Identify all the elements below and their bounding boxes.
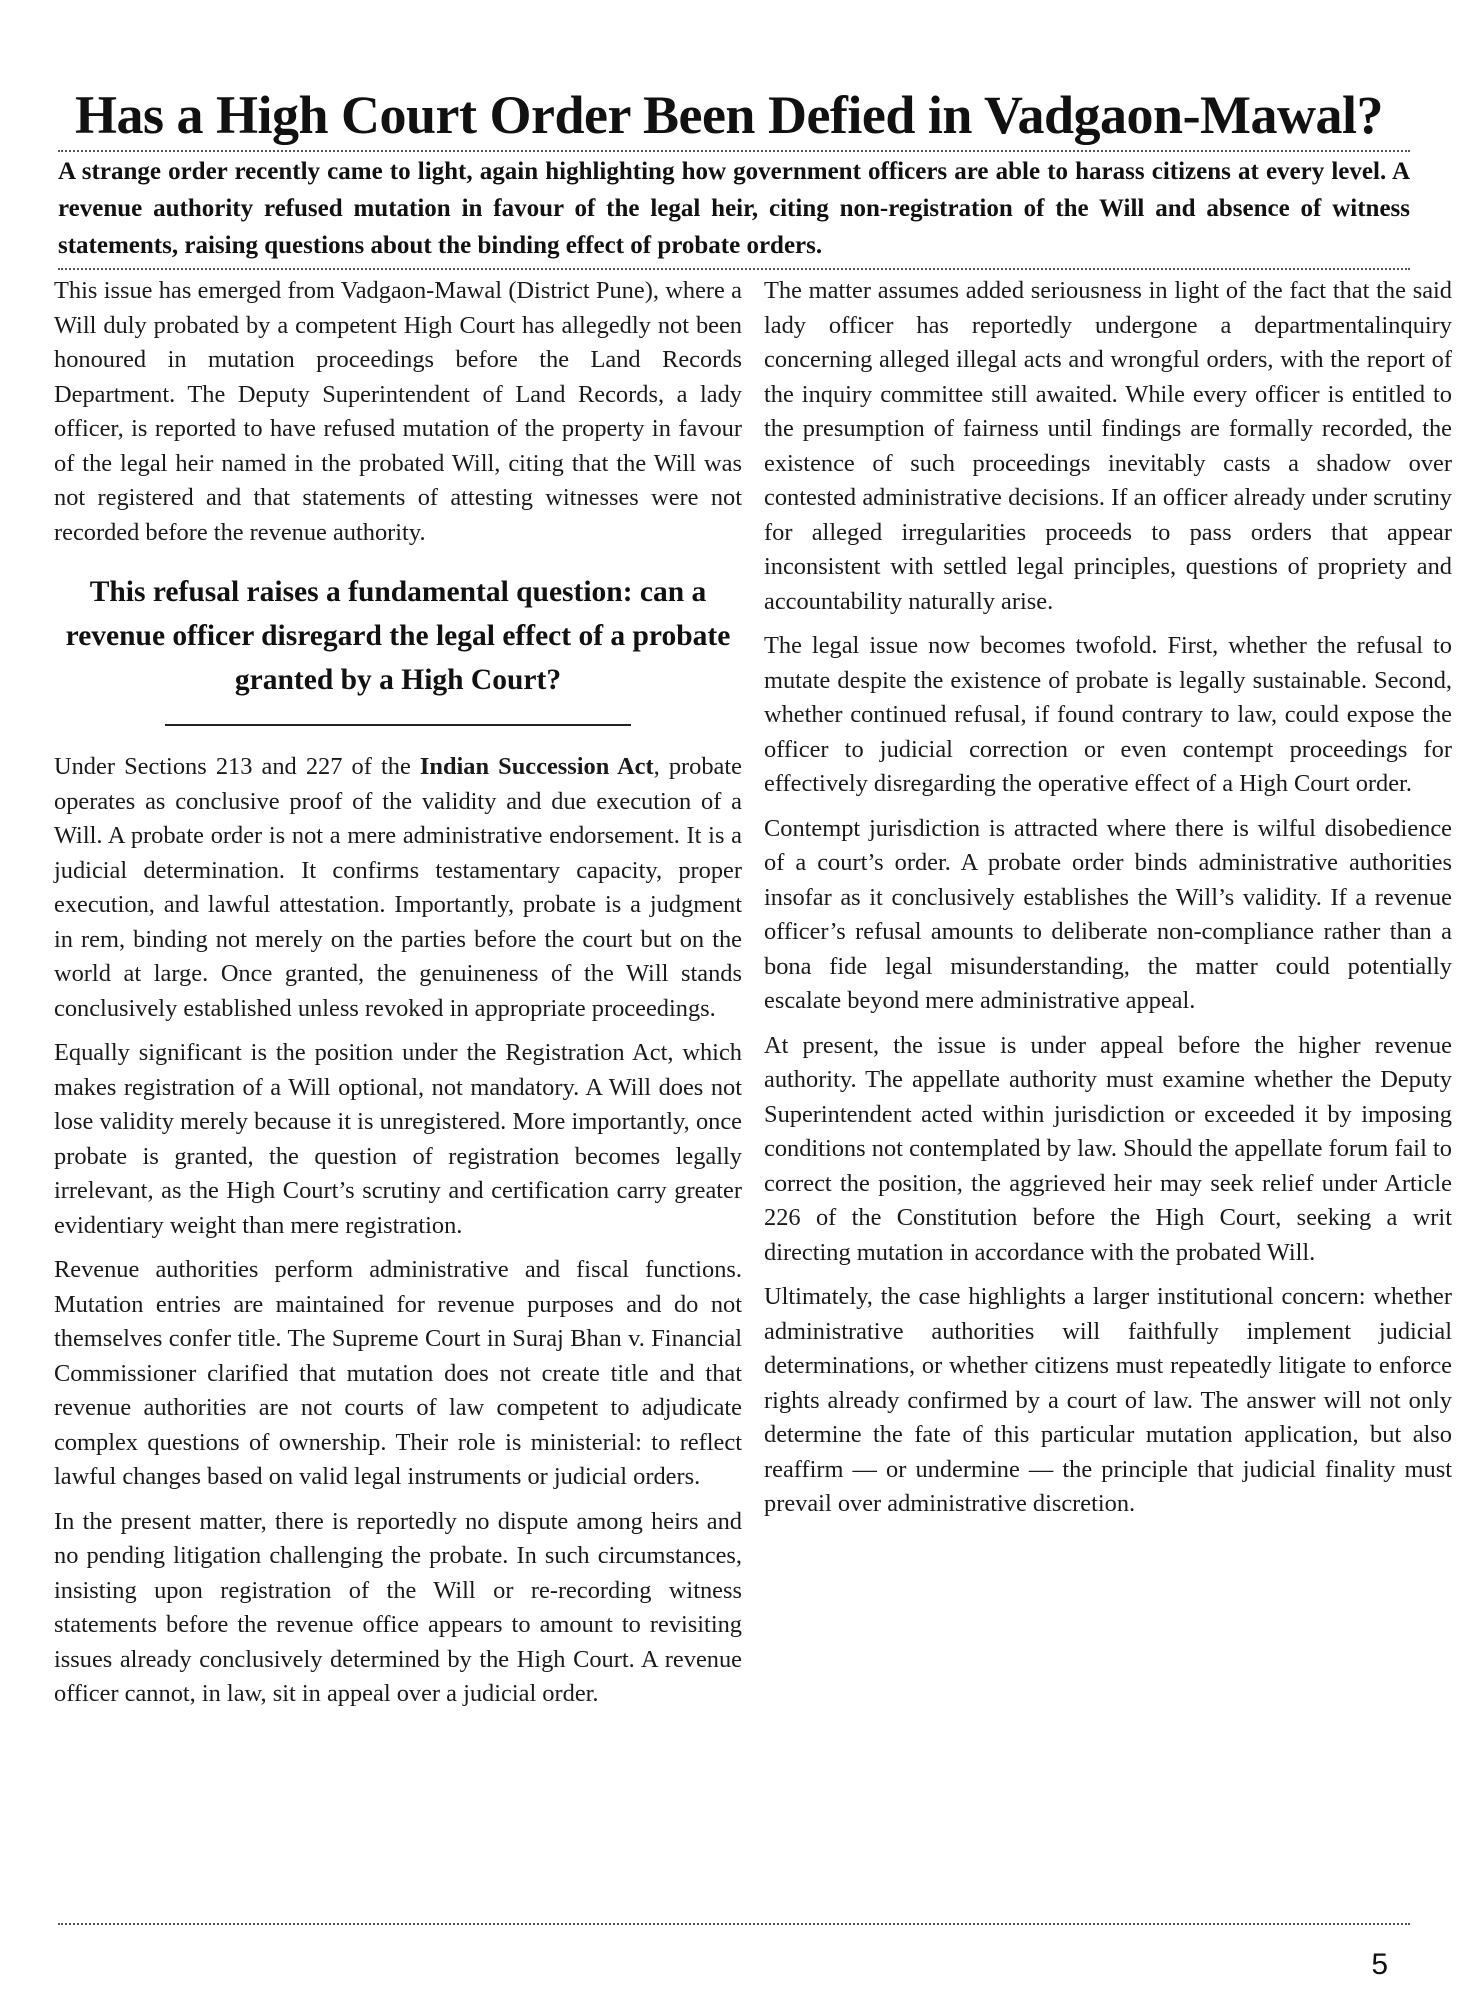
left-column: [54, 274, 742, 1722]
right-paragraph-4: At present, the issue is under appeal before the higher revenue authority. The appellate authority must examine whether the Deputy Superintendent acted within jurisdiction or exceeded it by imposing conditions not contemplated by law. Should the appellate forum fail to correct the position, the aggrieved heir may seek relief under Article 226 of the Constitution before the High Court, seeking a writ directing mutation in accordance with the probated Will.: [764, 1031, 1452, 1266]
left-paragraph-3: Equally significant is the position under the Registration Act, which makes registration of a Will optional, not mandatory. A Will does not lose validity merely because it is unregistered. More importantly, once probate is granted, the question of registration becomes legally irrelevant, as the High Court’s scrutiny and certification carry greater evidentiary weight than mere registration.: [54, 1039, 742, 1239]
left-paragraph-4: Revenue authorities perform administrative and fiscal functions. Mutation entries are maintained for revenue purposes and do not themselves confer title. The Supreme Court in Suraj Bhan v. Financial Commissioner clarified that mutation does not create title and that revenue authorities are not courts of law competent to adjudicate complex questions of ownership. Their role is ministerial: to reflect lawful changes based on valid legal instruments or judicial orders.: [54, 1256, 742, 1490]
dotted-divider-top: [58, 150, 1410, 152]
pull-quote-rule: [165, 724, 631, 726]
act-name: Indian Succession Act: [419, 753, 654, 780]
left-paragraph-1: This issue has emerged from Vadgaon-Mawal (District Pune), where a Will duly probated by a competent High Court has allegedly not been honoured in mutation proceedings before the Land Records Department. The Deputy Superintendent of Land Records, a lady officer, is reported to have refused mutation of the property in favour of the legal heir named in the probated Will, citing that the Will was not registered and that statements of attesting witnesses were not recorded before the revenue authority.: [54, 277, 742, 546]
right-paragraph-1: The matter assumes added seriousness in light of the fact that the said lady officer has reportedly undergone a departmentalinquiry concerning alleged illegal acts and wrongful orders, with the report of the inquiry committee still awaited. While every officer is entitled to the presumption of fairness until findings are formally recorded, the existence of such proceedings inevitably casts a shadow over contested administrative decisions. If an officer already under scrutiny for alleged irregularities proceeds to pass orders that appear inconsistent with settled legal principles, questions of propriety and accountability naturally arise.: [764, 277, 1452, 615]
right-paragraph-2: The legal issue now becomes twofold. First, whether the refusal to mutate despite the existence of probate is legally sustainable. Second, whether continued refusal, if found contrary to law, could expose the officer to judicial correction or even contempt proceedings for effectively disregarding the operative effect of a High Court order.: [764, 632, 1452, 797]
dotted-divider-under-standfirst: [58, 268, 1410, 270]
left-paragraph-5: In the present matter, there is reportedly no dispute among heirs and no pending litigation challenging the probate. In such circumstances, insisting upon registration of the Will or re-recording witness statements before the revenue office appears to amount to revisiting issues already conclusively determined by the High Court. A revenue officer cannot, in law, sit in appeal over a judicial order.: [54, 1507, 742, 1707]
right-column: [764, 274, 1452, 1532]
page-number: 5: [1371, 1948, 1388, 1981]
dotted-divider-bottom: [58, 1923, 1410, 1925]
left-paragraph-2-rest: , probate operates as conclusive proof of the validity and due execution of a Will. A probate order is not a mere administrative endorsement. It is a judicial determination. It confirms testamentary capacity, proper execution, and lawful attestation. Importantly, probate is a judgment in rem, binding not merely on the parties before the court but on the world at large. Once granted, the genuineness of the Will stands conclusively established unless revoked in appropriate proceedings.: [54, 753, 742, 1022]
right-paragraph-3: Contempt jurisdiction is attracted where there is wilful disobedience of a court’s order. A probate order binds administrative authorities insofar as it conclusively establishes the Will’s validity. If a revenue officer’s refusal amounts to deliberate non-compliance rather than a bona fide legal misunderstanding, the matter could potentially escalate beyond mere administrative appeal.: [764, 814, 1452, 1014]
article-headline: Has a High Court Order Been Defied in Vadgaon-Mawal?: [74, 85, 1384, 145]
pull-quote: This refusal raises a fundamental question: can a revenue officer disregard the legal effect of a probate granted by a High Court?: [65, 576, 731, 696]
left-paragraph-2-lead: Under Sections 213 and 227 of the: [54, 753, 420, 780]
article-standfirst: A strange order recently came to light, again highlighting how government officers are able to harass citizens at every level. A revenue authority refused mutation in favour of the legal heir, citing non-registration of the Will and absence of witness statements, raising questions about the binding effect of probate orders.: [58, 158, 1410, 259]
left-paragraph-2: [54, 750, 742, 1026]
right-paragraph-5: Ultimately, the case highlights a larger institutional concern: whether administrative authorities will faithfully implement judicial determinations, or whether citizens must repeatedly litigate to enforce rights already confirmed by a court of law. The answer will not only determine the fate of this particular mutation application, but also reaffirm — or undermine — the principle that judicial finality must prevail over administrative discretion.: [764, 1283, 1452, 1517]
